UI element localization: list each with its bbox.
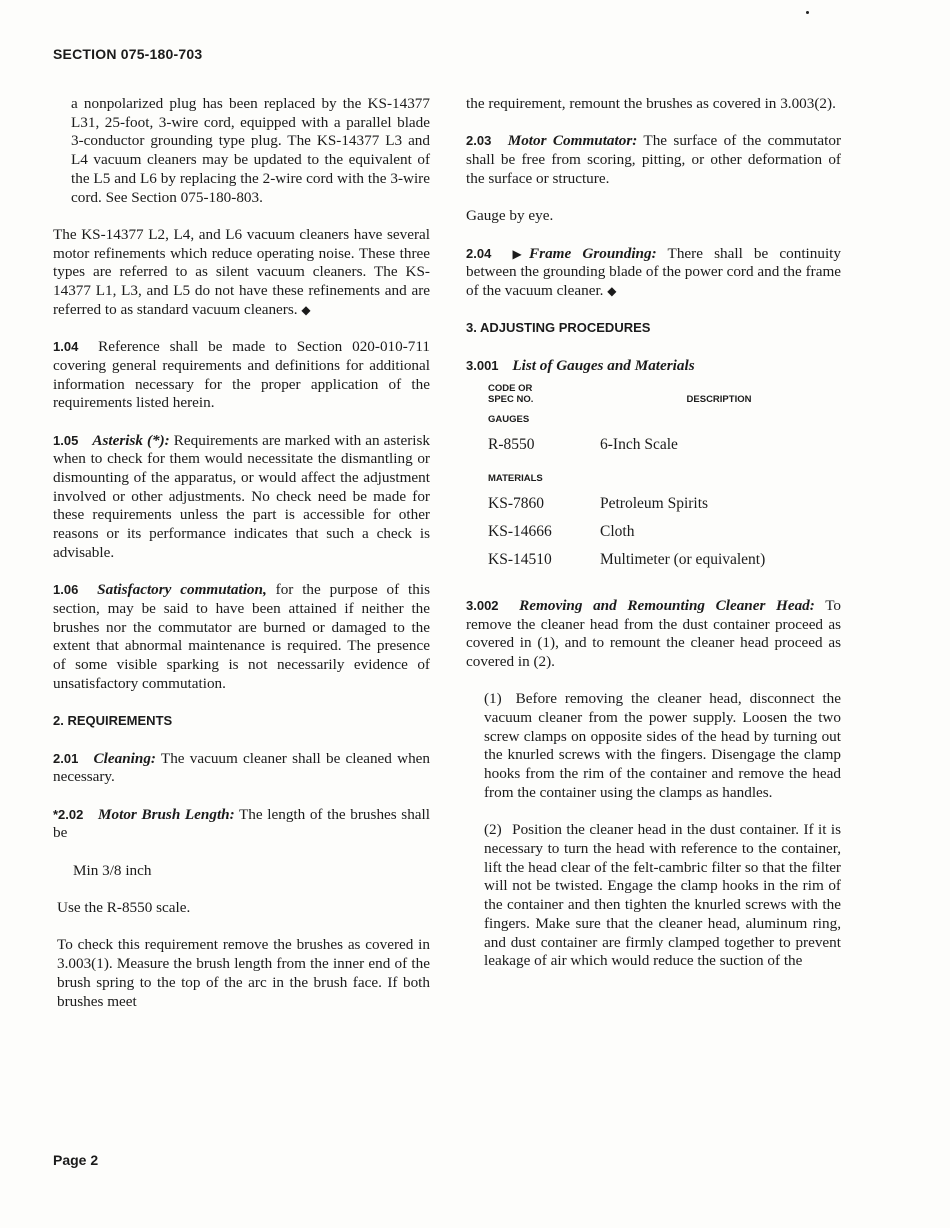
change-end-marker: ◆ [607,283,617,298]
step-label: (2) [484,821,502,839]
scan-speck [806,11,809,14]
section-3-heading: 3. ADJUSTING PROCEDURES [466,320,651,336]
paragraph-text: The length of the brushes shall be [53,805,430,842]
paragraph-number: 3.002 [466,597,499,613]
procedure-step-1 [466,690,841,802]
paragraph-heading: Frame Grounding: [529,244,657,262]
group-row-gauges [488,405,838,436]
paragraph-heading: Cleaning: [93,749,156,767]
description-cell: Petroleum Spirits [600,494,709,512]
paragraph-number: 1.06 [53,582,79,598]
use-scale-note: Use the R-8550 scale. [57,899,191,917]
table-row [488,436,838,464]
min-value: Min 3/8 inch [73,861,152,879]
code-cell: KS-14510 [488,550,552,568]
procedure-step-2 [466,821,841,971]
paragraph-text: for the purpose of this section, may be said to have been attained if neither the brushes nor the commutator are burned or damaged to the extent that abnormal maintenance is required. The presence of some visible sparking is not necessarily evidence of unsatisfactory commutation. [53,581,431,692]
paragraph-number: 3.001 [466,357,499,373]
paragraph-heading: List of Gauges and Materials [512,356,695,374]
paragraph-number: 2.04 [466,245,492,261]
paragraph-3-001 [466,357,841,376]
paragraph-text: Reference shall be made to Section 020-010-711 covering general requirements and definitions for additional information necessary for the proper application of the requirements listed herein. [53,338,431,412]
description-cell: 6-Inch Scale [600,436,678,454]
table-header-row [488,383,838,405]
group-row-materials [488,464,838,495]
step-text: Before removing the cleaner head, disconnect the vacuum cleaner from the power supply. Loosen the two screw clamps on opposite sides of the head by turning out the knurled screws with the fingers. Disengage the clamp hooks from the rim of the container and remove the head from the container using the clamps as handles. [484,690,842,801]
paragraph-2-04 [466,245,841,301]
paragraph-1-06 [53,581,430,693]
continued-paragraph: a nonpolarized plug has been replaced by the KS-14377 L31, 25-foot, 3-wire cord, equipped with a parallel blade 3-conductor grounding type plug. The KS-14377 L3 and L4 vacuum cleaners may be updated to the equivalent of the L5 and L6 by replacing the 2-wire cord with the 3-wire cord. See Section 075-180-803. [71,95,430,206]
continued-paragraph-right: the requirement, remount the brushes as covered in 3.003(2). [466,95,836,112]
paragraph-1-05 [53,432,430,563]
paragraph-number: 1.05 [53,432,79,448]
paragraph-3-002 [466,597,841,672]
motor-refinements-paragraph [53,226,430,320]
paragraph-text: To remove the cleaner head from the dust container proceed as covered in (1), and to remount the cleaner head proceed as covered in (2). [466,596,841,670]
paragraph-heading: Asterisk (*): [92,431,170,449]
right-column [466,95,841,990]
paragraph-heading: Satisfactory commutation, [97,581,267,599]
gauge-by-eye-note: Gauge by eye. [466,207,554,225]
description-cell: Cloth [600,522,635,540]
paragraph-2-03 [466,132,841,188]
paragraph-text: Requirements are marked with an asterisk when to check for them would necessitate the dismantling or dismounting of the apparatus, or would affect the adjustment involved or other adjustments. No check need be made for these requirements unless the part is accessible for other reasons or its performance indicates that such a check is advisable. [53,431,430,561]
table-row [488,551,838,579]
paragraph-text: The surface of the commutator shall be free from scoring, pitting, or other deformation of the surface or structure. [466,132,842,187]
paragraph-number: 1.04 [53,339,79,355]
description-cell: Multimeter (or equivalent) [600,550,766,568]
step-text: Position the cleaner head in the dust container. If it is necessary to turn the head with reference to the container, lift the head clear of the felt-cambric filter so that the filter will not be twisted. Engage the clamp hooks in the rim of the container and then tighten the knurled screws with the fingers. Make sure that the cleaner head, aluminum ring, and dust container are firmly clamped together to prevent leakage of air which would reduce the suction of the [484,821,842,970]
paragraph-1-04 [53,338,430,413]
gauges-materials-table [488,383,838,578]
code-header-line-2: SPEC NO. [488,394,534,406]
paragraph-heading: Removing and Remounting Cleaner Head: [519,596,815,614]
section-header: SECTION 075-180-703 [53,46,203,62]
code-cell: KS-14666 [488,522,552,540]
group-label: GAUGES [488,414,530,426]
change-start-marker: ▶ [512,246,530,261]
paragraph-number: 2.03 [466,133,492,149]
code-cell: KS-7860 [488,494,544,512]
paragraph-2-01 [53,750,430,787]
code-cell: R-8550 [488,436,535,454]
table-row [488,495,838,523]
paragraph-heading: Motor Brush Length: [98,805,235,823]
motor-refinements-text: The KS-14377 L2, L4, and L6 vacuum cleaners have several motor refinements which reduce operating noise. These three types are referred to as silent vacuum cleaners. The KS-14377 L1, L3, and L5 do not have these refinements and are referred to as standard vacuum cleaners. [53,225,430,318]
description-header: DESCRIPTION [686,394,752,406]
paragraph-text: There shall be continuity between the grounding blade of the power cord and the frame of the vacuum cleaner. [466,244,841,299]
code-header [488,383,600,405]
left-column [53,95,430,1030]
check-procedure-paragraph: To check this requirement remove the brushes as covered in 3.003(1). Measure the brush length from the inner end of the brush spring to the top of the arc in the brush face. If both brushes meet [57,936,430,1010]
code-header-line-1: CODE OR [488,383,533,395]
group-label: MATERIALS [488,473,543,485]
paragraph-2-02 [53,806,430,843]
paragraph-heading: Motor Commutator: [507,132,638,150]
paragraph-number: *2.02 [53,806,84,822]
page-number: Page 2 [53,1152,99,1168]
paragraph-number: 2.01 [53,750,79,766]
table-row [488,523,838,551]
section-2-heading: 2. REQUIREMENTS [53,713,173,729]
step-label: (1) [484,690,502,708]
change-end-marker: ◆ [301,302,311,317]
paragraph-text: The vacuum cleaner shall be cleaned when necessary. [53,749,430,786]
